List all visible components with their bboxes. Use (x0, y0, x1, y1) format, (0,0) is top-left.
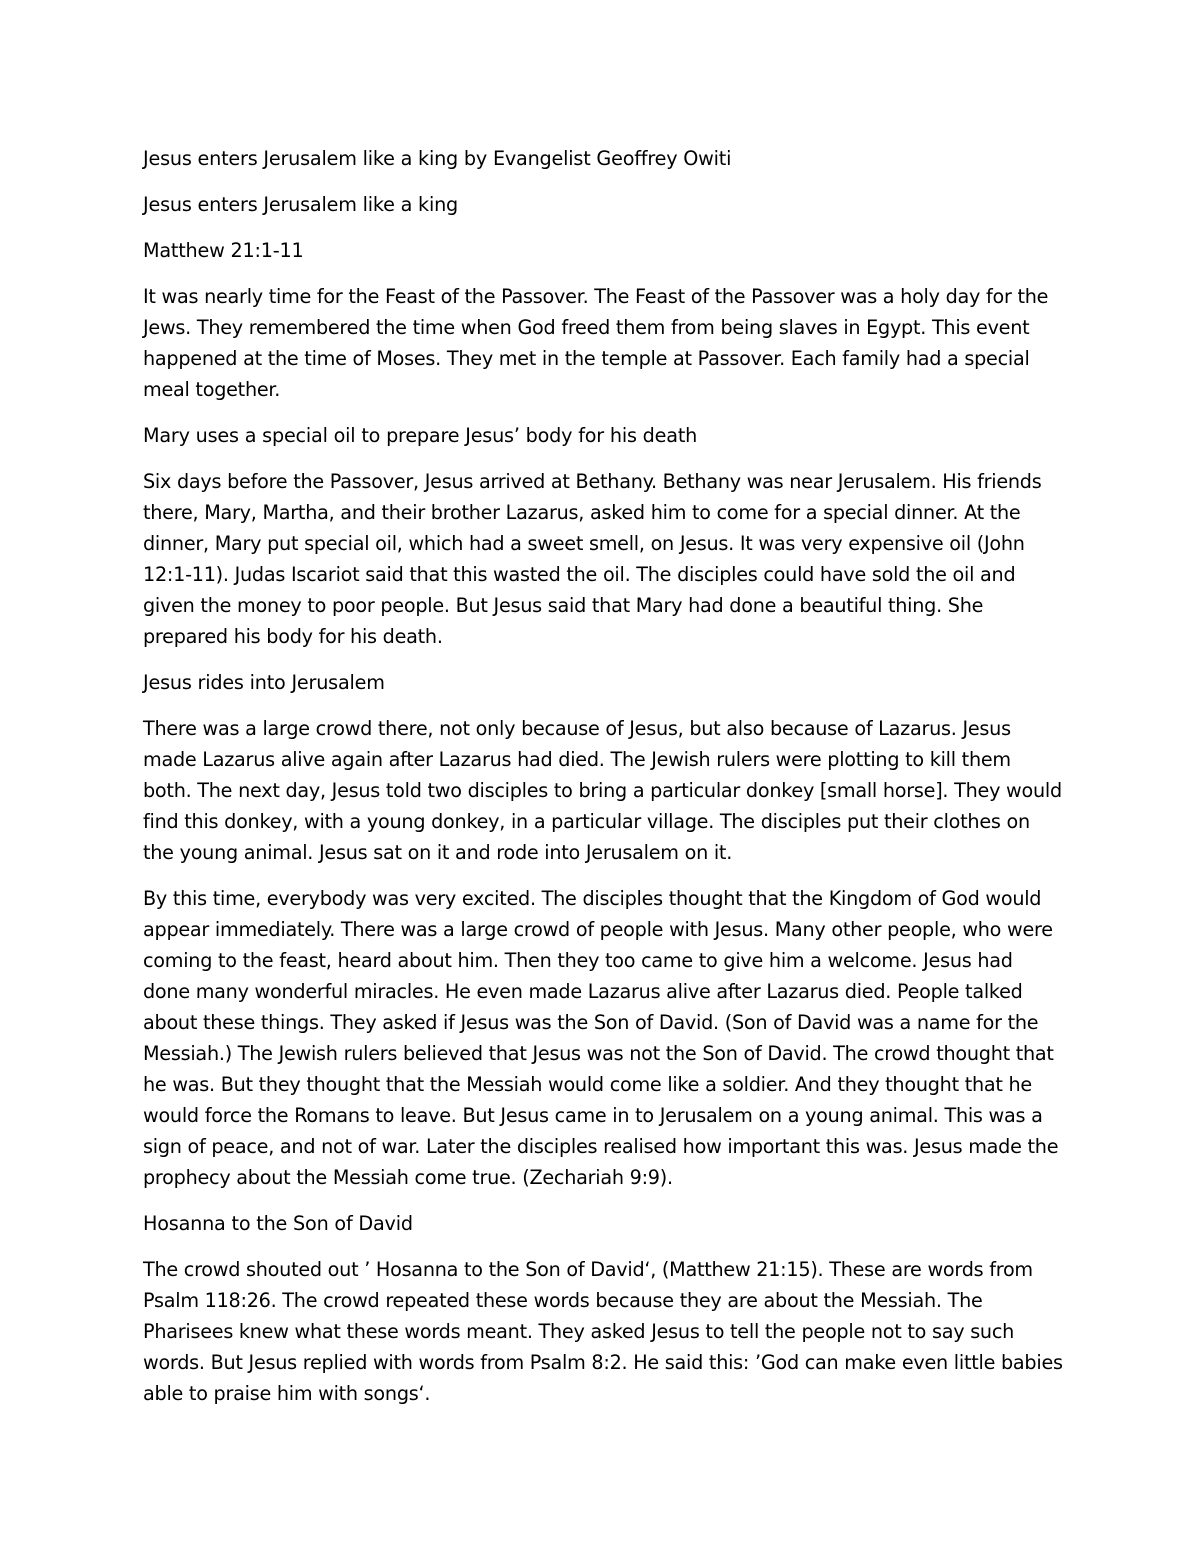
body-paragraph: There was a large crowd there, not only because of Jesus, but also because of Lazarus. Jesus made Lazarus alive again after Lazarus had died. The Jewish rulers were plotting to kill them both. The next day, Jesus told two disciples to bring a particular donkey [small horse]. They would find this donkey, with a young donkey, in a particular village. The disciples put their clothes on the young animal. Jesus sat on it and rode into Jerusalem on it. (143, 717, 1062, 864)
body-paragraph: It was nearly time for the Feast of the Passover. The Feast of the Passover was a holy day for the Jews. They remembered the time when God freed them from being slaves in Egypt. This event happened at the time of Moses. They met in the temple at Passover. Each family had a special meal together. (143, 285, 1049, 401)
document-title: Jesus enters Jerusalem like a king by Evangelist Geoffrey Owiti (143, 147, 732, 170)
section-heading: Jesus enters Jerusalem like a king (143, 193, 459, 216)
body-paragraph: Six days before the Passover, Jesus arrived at Bethany. Bethany was near Jerusalem. His friends there, Mary, Martha, and their brother Lazarus, asked him to come for a special dinner. At the dinner, Mary put special oil, which had a sweet smell, on Jesus. It was very expensive oil (John 12:1-11). Judas Iscariot said that this wasted the oil. The disciples could have sold the oil and given the money to poor people. But Jesus said that Mary had done a beautiful thing. She prepared his body for his death. (143, 470, 1042, 648)
body-paragraph: The crowd shouted out ’ Hosanna to the Son of David‘, (Matthew 21:15). These are words from Psalm 118:26. The crowd repeated these words because they are about the Messiah. The Pharisees knew what these words meant. They asked Jesus to tell the people not to say such words. But Jesus replied with words from Psalm 8:2. He said this: ’God can make even little babies able to praise him with songs‘. (143, 1258, 1063, 1405)
document-page (143, 143, 1065, 1424)
section-heading: Mary uses a special oil to prepare Jesus’ body for his death (143, 424, 698, 447)
section-heading: Hosanna to the Son of David (143, 1212, 413, 1235)
scripture-reference: Matthew 21:1-11 (143, 239, 304, 262)
section-heading: Jesus rides into Jerusalem (143, 671, 385, 694)
body-paragraph: By this time, everybody was very excited. The disciples thought that the Kingdom of God would appear immediately. There was a large crowd of people with Jesus. Many other people, who were coming to the feast, heard about him. Then they too came to give him a welcome. Jesus had done many wonderful miracles. He even made Lazarus alive after Lazarus died. People talked about these things. They asked if Jesus was the Son of David. (Son of David was a name for the Messiah.) The Jewish rulers believed that Jesus was not the Son of David. The crowd thought that he was. But they thought that the Messiah would come like a soldier. And they thought that he would force the Romans to leave. But Jesus came in to Jerusalem on a young animal. This was a sign of peace, and not of war. Later the disciples realised how important this was. Jesus made the prophecy about the Messiah come true. (Zechariah 9:9). (143, 887, 1059, 1189)
